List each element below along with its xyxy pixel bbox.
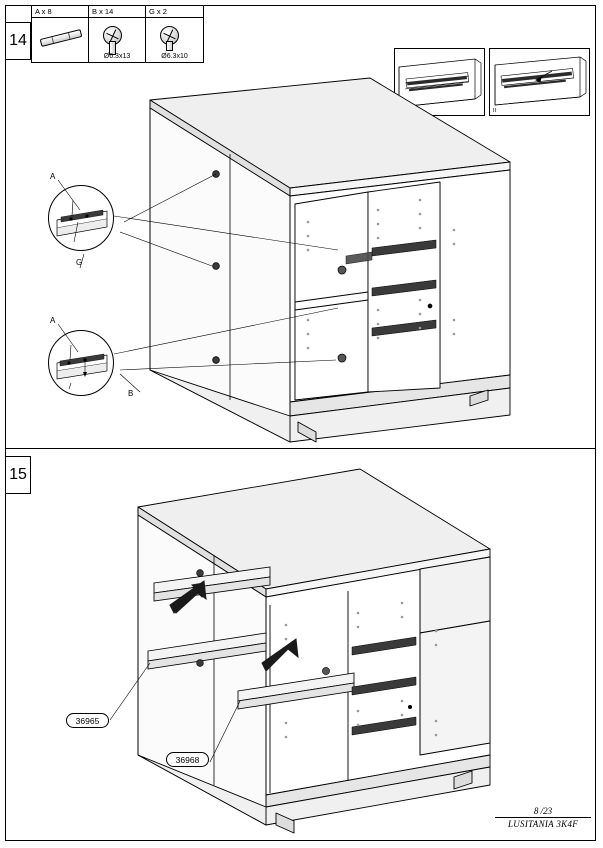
part-bubble-36968-label: 36968 [175, 755, 200, 765]
model-name: LUSITANIA 3K4F [507, 819, 579, 829]
legend-item-g [146, 6, 203, 62]
step-number-14-label: 14 [9, 32, 27, 49]
part-bubble-36968 [166, 752, 209, 767]
step-number-14 [5, 22, 31, 60]
legend-item-a-body [32, 18, 88, 62]
screw-shaft-icon [166, 41, 173, 51]
legend-item-a [32, 6, 89, 62]
step-divider [5, 448, 596, 449]
callout-a-lower-letter: A [50, 316, 56, 325]
legend-item-g-body [146, 18, 203, 62]
legend-item-g-spec: Ø6.3x10 [161, 53, 188, 60]
legend-item-b [89, 6, 146, 62]
step-number-15 [5, 456, 31, 494]
legend-item-b-spec: Ø6.3x13 [103, 53, 131, 60]
part-bubble-36965 [66, 713, 109, 728]
page-number: 8 /23 [495, 806, 591, 818]
part-bubble-36965-label: 36965 [75, 716, 100, 726]
step15-cabinet-drawing [110, 455, 590, 835]
dowel-icon [40, 29, 83, 47]
legend-item-b-code: B x 14 [89, 6, 145, 18]
legend-item-b-body [89, 18, 145, 62]
callout-b-letter: B [128, 389, 134, 398]
callout-a-upper-letter: A [50, 172, 56, 181]
hardware-legend [31, 5, 204, 63]
page-footer [495, 806, 591, 829]
callout-a-lower-leader [44, 312, 164, 442]
callout-a-upper-leader [44, 168, 164, 298]
legend-item-a-code: A x 8 [32, 6, 88, 18]
legend-item-g-code: G x 2 [146, 6, 203, 18]
callout-g-letter: G [76, 258, 83, 267]
step-number-15-label: 15 [9, 466, 27, 483]
detail-frame-ii-label: II [493, 108, 497, 114]
